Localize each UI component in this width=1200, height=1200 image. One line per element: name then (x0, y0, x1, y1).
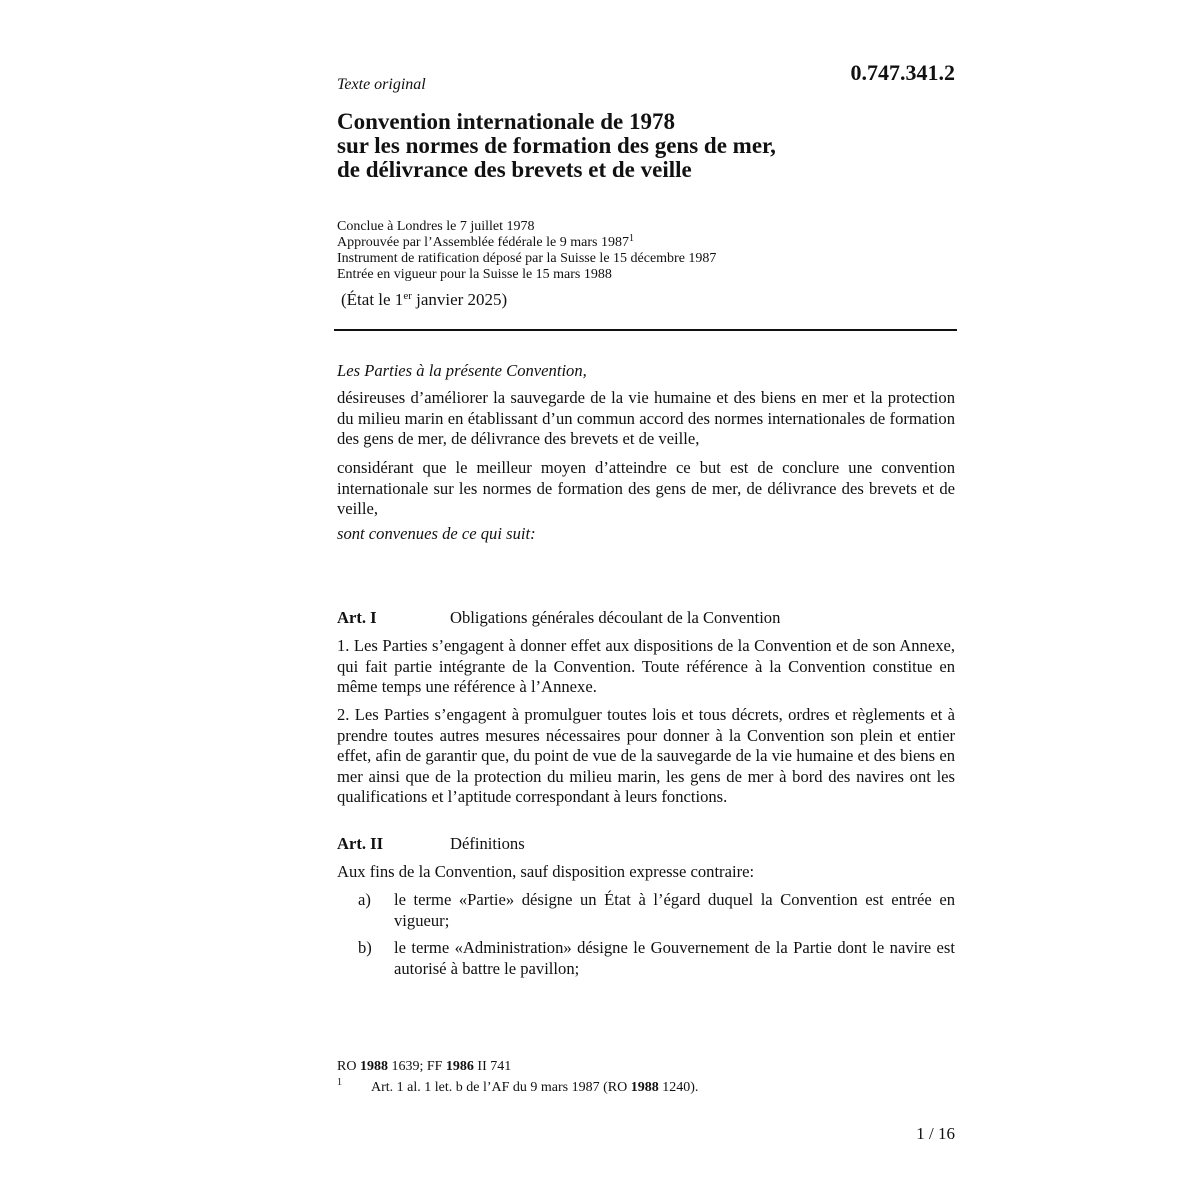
list-item-text: le terme «Administration» désigne le Gouvernement de la Partie dont le navire est autorisé à battre le pavillon; (394, 938, 955, 978)
state-date (341, 290, 507, 310)
ff-year: 1986 (445, 1059, 474, 1074)
entry-into-force-line: Entrée en vigueur pour la Suisse le 15 mars 1988 (337, 267, 612, 282)
preamble-paragraph-2: considérant que le meilleur moyen d’atteindre ce but est de conclure une convention internationale sur les normes de formation des gens de mer, de délivrance des brevets et de veille, (337, 458, 955, 518)
source-references (337, 1059, 511, 1075)
document-metadata (337, 219, 957, 283)
list-item-letter: b) (358, 938, 372, 957)
footnote-text-before: Art. 1 al. 1 let. b de l’AF du 9 mars 1987 (RO (371, 1080, 631, 1095)
document-title (337, 110, 957, 182)
original-text-label: Texte original (337, 76, 426, 93)
footnote-text (371, 1080, 698, 1096)
state-ordinal: er (403, 290, 412, 302)
footnote-text-after: 1240). (658, 1080, 699, 1095)
ratification-line: Instrument de ratification déposé par la Suisse le 15 décembre 1987 (337, 251, 717, 266)
preamble-parties: Les Parties à la présente Convention, (337, 361, 587, 380)
approved-line (337, 235, 957, 251)
sr-number: 0.747.341.2 (850, 60, 955, 85)
article-1-heading (337, 608, 957, 628)
article-2-heading (337, 834, 957, 854)
state-suffix: janvier 2025) (411, 290, 508, 309)
footnote-mark: 1 (337, 1077, 342, 1088)
list-item-text: le terme «Partie» désigne un État à l’égard duquel la Convention est entrée en vigueur; (394, 890, 955, 930)
article-1-paragraph-1: 1. Les Parties s’engagent à donner effet aux dispositions de la Convention et de son Annexe, qui fait partie intégrante de la Convention. Toute référence à la Convention constitue en même temps une référence à l’Annexe. (337, 636, 955, 696)
footnote-year: 1988 (630, 1080, 659, 1095)
title-line-1: Convention internationale de 1978 (337, 109, 675, 134)
approved-text: Approuvée par l’Assemblée fédérale le 9 mars 1987 (337, 235, 629, 250)
page-number: 1 / 16 (916, 1124, 955, 1143)
ff-ref: II 741 (473, 1059, 512, 1074)
list-item (337, 890, 957, 932)
preamble-paragraph-1: désireuses d’améliorer la sauvegarde de la vie humaine et des biens en mer et la protection du milieu marin en établissant d’un commun accord des normes internationales de formation des gens de mer, de délivrance des brevets et de veille, (337, 388, 955, 448)
ro-page: 1639; FF (387, 1059, 446, 1074)
list-item (337, 938, 957, 980)
ro-year: 1988 (359, 1059, 388, 1074)
article-2-title: Définitions (450, 834, 525, 853)
article-1-paragraph-2: 2. Les Parties s’engagent à promulguer toutes lois et tous décrets, ordres et règlements et à prendre toutes autres mesures nécessaires pour donner à la Convention son plein et entier effet, afin de garantir que, du point de vue de la sauvegarde de la vie humaine et des biens en mer ainsi que de la protection du milieu marin, les gens de mer à bord des navires ont les qualifications et l’aptitude correspondant à leurs fonctions. (337, 705, 955, 806)
header-divider (334, 329, 957, 331)
preamble-agreed: sont convenues de ce qui suit: (337, 524, 536, 543)
footnote-ref-1[interactable]: 1 (628, 233, 634, 244)
article-1-title: Obligations générales découlant de la Convention (450, 608, 781, 627)
article-1-number: Art. I (337, 608, 377, 627)
state-prefix: (État le 1 (341, 290, 404, 309)
article-2-intro: Aux fins de la Convention, sauf disposition expresse contraire: (337, 862, 755, 881)
title-line-2: sur les normes de formation des gens de mer, (337, 133, 776, 158)
ro-label: RO (337, 1059, 360, 1074)
concluded-line: Conclue à Londres le 7 juillet 1978 (337, 219, 535, 234)
article-2-number: Art. II (337, 834, 384, 853)
title-line-3: de délivrance des brevets et de veille (337, 157, 692, 182)
list-item-letter: a) (358, 890, 371, 909)
